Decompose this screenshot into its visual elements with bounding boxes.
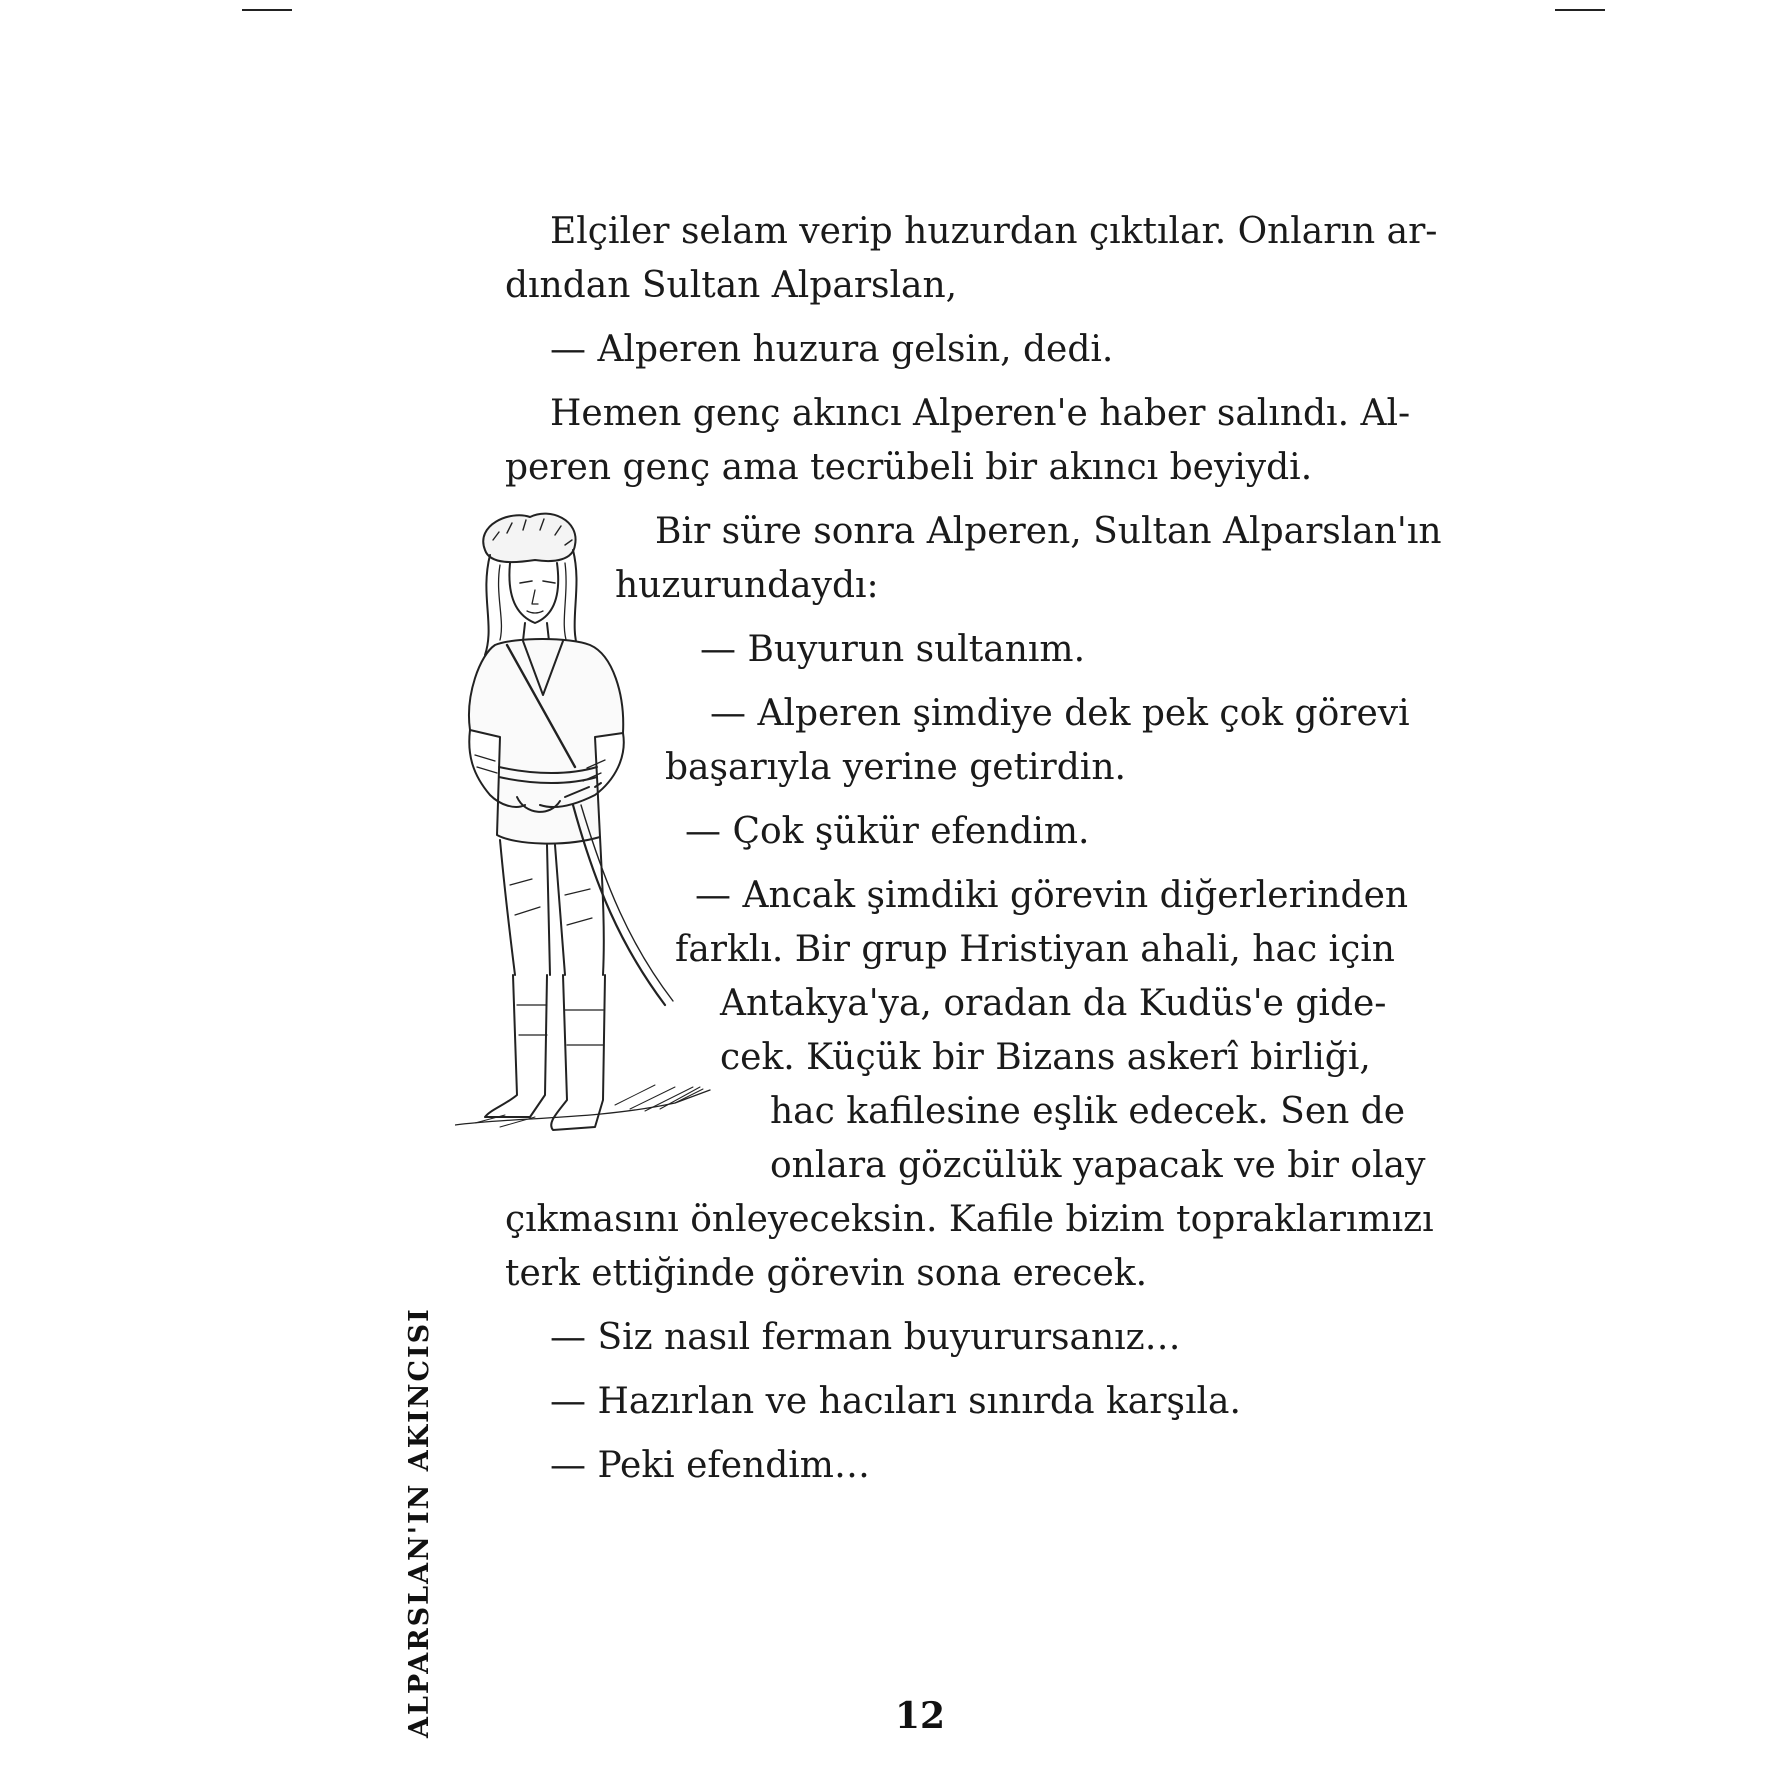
crop-mark-right: [1555, 9, 1605, 11]
text-line: terk ettiğinde görevin sona erecek.: [505, 1253, 1148, 1294]
text-line: başarıyla yerine getirdin.: [665, 747, 1126, 788]
page-number: 12: [894, 1695, 946, 1737]
text-line: farklı. Bir grup Hristiyan ahali, hac için: [675, 929, 1395, 970]
spine-title: ALPARSLAN'IN AKINCISI: [404, 1307, 435, 1738]
text-line: Elçiler selam verip huzurdan çıktılar. Onların ar-: [550, 211, 1438, 252]
text-line: — Alperen huzura gelsin, dedi.: [550, 329, 1114, 370]
text-line: — Siz nasıl ferman buyurursanız…: [550, 1317, 1181, 1358]
text-line: çıkmasını önleyeceksin. Kafile bizim topraklarımızı: [505, 1199, 1434, 1240]
text-line: — Buyurun sultanım.: [700, 629, 1086, 670]
text-line: Antakya'ya, oradan da Kudüs'e gide-: [720, 983, 1387, 1024]
text-line: — Alperen şimdiye dek pek çok görevi: [710, 693, 1410, 734]
text-line: dından Sultan Alparslan,: [505, 265, 958, 306]
text-line: peren genç ama tecrübeli bir akıncı beyiydi.: [505, 447, 1313, 488]
text-line: onlara gözcülük yapacak ve bir olay: [770, 1145, 1426, 1186]
text-line: — Hazırlan ve hacıları sınırda karşıla.: [550, 1381, 1241, 1422]
text-line: Hemen genç akıncı Alperen'e haber salındı. Al-: [550, 393, 1411, 434]
text-line: — Ancak şimdiki görevin diğerlerinden: [695, 875, 1409, 916]
text-line: cek. Küçük bir Bizans askerî birliği,: [720, 1037, 1371, 1078]
text-line: — Peki efendim…: [550, 1445, 870, 1486]
text-line: — Çok şükür efendim.: [685, 811, 1090, 852]
text-line: Bir süre sonra Alperen, Sultan Alparslan'ın: [655, 511, 1442, 552]
text-line: huzurundaydı:: [615, 565, 879, 606]
text-line: hac kafilesine eşlik edecek. Sen de: [770, 1091, 1406, 1132]
crop-mark-left: [242, 9, 292, 11]
warrior-illustration: [455, 505, 760, 1165]
